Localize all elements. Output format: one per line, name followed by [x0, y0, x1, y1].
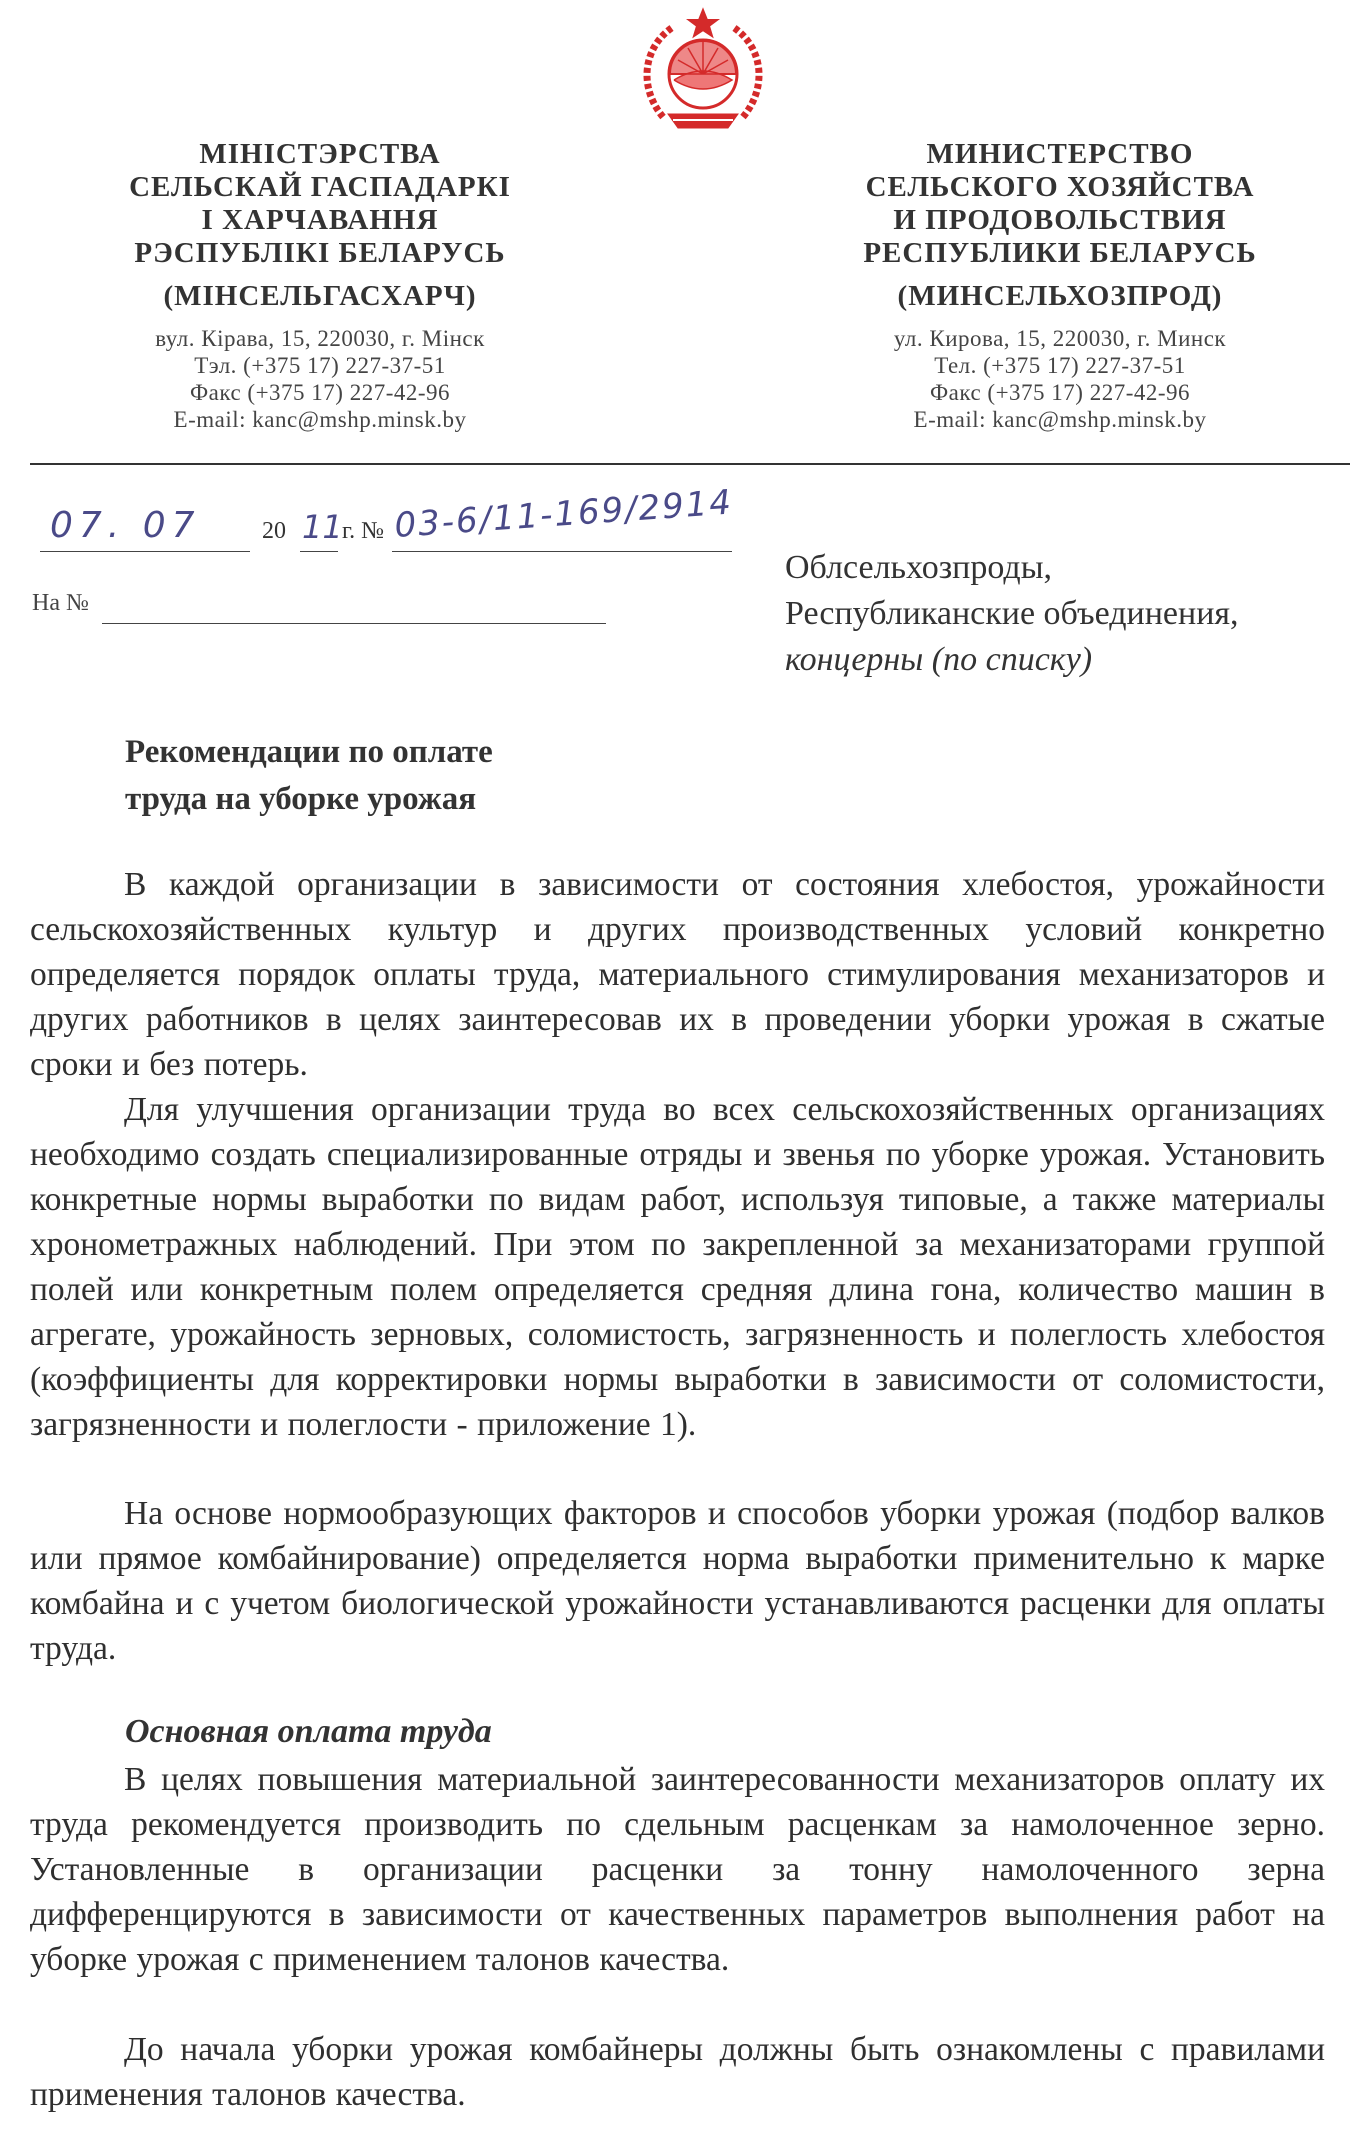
document-title — [125, 729, 493, 823]
year-prefix: 20 — [262, 518, 286, 544]
ministry-name-line: СЕЛЬСКОГО ХОЗЯЙСТВА — [865, 171, 1255, 203]
ministry-name-line: И ПРОДОВОЛЬСТВИЯ — [893, 204, 1227, 236]
registration-number-field — [392, 482, 735, 552]
registration-year-field — [300, 504, 343, 552]
ministry-name-line: РЭСПУБЛІКІ БЕЛАРУСЬ — [134, 237, 506, 269]
fax: Факс (+375 17) 227-42-96 — [189, 380, 451, 405]
addressee-line: Облсельхозпроды, — [785, 549, 1053, 586]
ministry-name-line: СЕЛЬСКАЙ ГАСПАДАРКІ — [129, 171, 511, 203]
body-paragraph: До начала уборки урожая комбайнеры должны быть ознакомлены с правилами применения талонов качества. — [30, 2031, 1325, 2113]
body-paragraph: На основе нормообразующих факторов и способов уборки урожая (подбор валков или прямое комбайнирование) определяется норма выработки применительно к марке комбайна и с учетом биологической урожайности устанавливаются расценки для оплаты труда. — [30, 1495, 1325, 1667]
address: ул. Кирова, 15, 220030, г. Минск — [893, 326, 1227, 351]
section-heading: Основная оплата труда — [125, 1713, 492, 1750]
email: E-mail: kanc@mshp.minsk.by — [913, 407, 1207, 432]
ministry-header-russian — [800, 138, 1320, 433]
header-separator — [30, 463, 1350, 465]
address: вул. Кірава, 15, 220030, г. Мінск — [155, 326, 485, 351]
handwritten-date: 07. 07 — [50, 505, 201, 546]
addressee-block — [785, 545, 1239, 683]
title-line: труда на уборке урожая — [125, 781, 477, 817]
body-paragraph: В каждой организации в зависимости от состояния хлебостоя, урожайности сельскохозяйственных культур и других производственных условий конкретно определяется порядок оплаты труда, материального стимулирования механизаторов и других работников в целях заинтересовав их в проведении уборки урожая в сжатые сроки и без потерь. — [30, 866, 1325, 1083]
body-paragraph: В целях повышения материальной заинтересованности механизаторов оплату их труда рекомендуется производить по сдельным расценкам за намолоченное зерно. Установленные в организации расценки за тонну намолоченного зерна дифференцируются в зависимости от качественных параметров выполнения работ на уборке урожая с применением талонов качества. — [30, 1761, 1325, 1978]
ministry-abbreviation: (МИНСЕЛЬХОЗПРОД) — [897, 280, 1223, 312]
ministry-name-line: РЕСПУБЛИКИ БЕЛАРУСЬ — [863, 237, 1257, 269]
handwritten-year: 11 — [302, 508, 343, 546]
addressee-line: концерны (по списку) — [785, 641, 1093, 678]
ministry-name-line: МІНІСТЭРСТВА — [199, 138, 441, 170]
ministry-abbreviation: (МІНСЕЛЬГАСХАРЧ) — [163, 280, 477, 312]
fax: Факс (+375 17) 227-42-96 — [929, 380, 1191, 405]
phone: Тэл. (+375 17) 227-37-51 — [194, 353, 446, 378]
state-emblem-icon — [628, 2, 778, 152]
body-paragraph: Для улучшения организации труда во всех сельскохозяйственных организациях необходимо создать специализированные отряды и звенья по уборке урожая. Установить конкретные нормы выработки по видам работ, используя типовые, а также материалы хронометражных наблюдений. При этом по закрепленной за механизаторами группой полей или конкретным полем определяется средняя длина гона, количество машин в агрегате, урожайность зерновых, соломистость, загрязненность и полеглость хлебостоя (коэффициенты для корректировки нормы выработки в зависимости от соломистости, загрязненности и полеглости - приложение 1). — [30, 1091, 1325, 1443]
handwritten-number: 03-6/11-169/2914 — [393, 482, 735, 546]
phone: Тел. (+375 17) 227-37-51 — [934, 353, 1186, 378]
ministry-header-belarusian — [40, 138, 600, 433]
ministry-contacts — [40, 325, 600, 433]
addressee-line: Республиканские объединения, — [785, 595, 1239, 632]
year-number-mark: г. № — [342, 518, 385, 544]
ministry-name-line: І ХАРЧАВАННЯ — [201, 204, 439, 236]
title-line: Рекомендации по оплате — [125, 734, 493, 770]
ministry-name-line: МИНИСТЕРСТВО — [926, 138, 1194, 170]
email: E-mail: kanc@mshp.minsk.by — [173, 407, 467, 432]
reference-number-field — [102, 588, 606, 624]
registration-date-field — [40, 504, 250, 552]
reference-label: На № — [32, 590, 89, 616]
ministry-contacts — [800, 325, 1320, 433]
